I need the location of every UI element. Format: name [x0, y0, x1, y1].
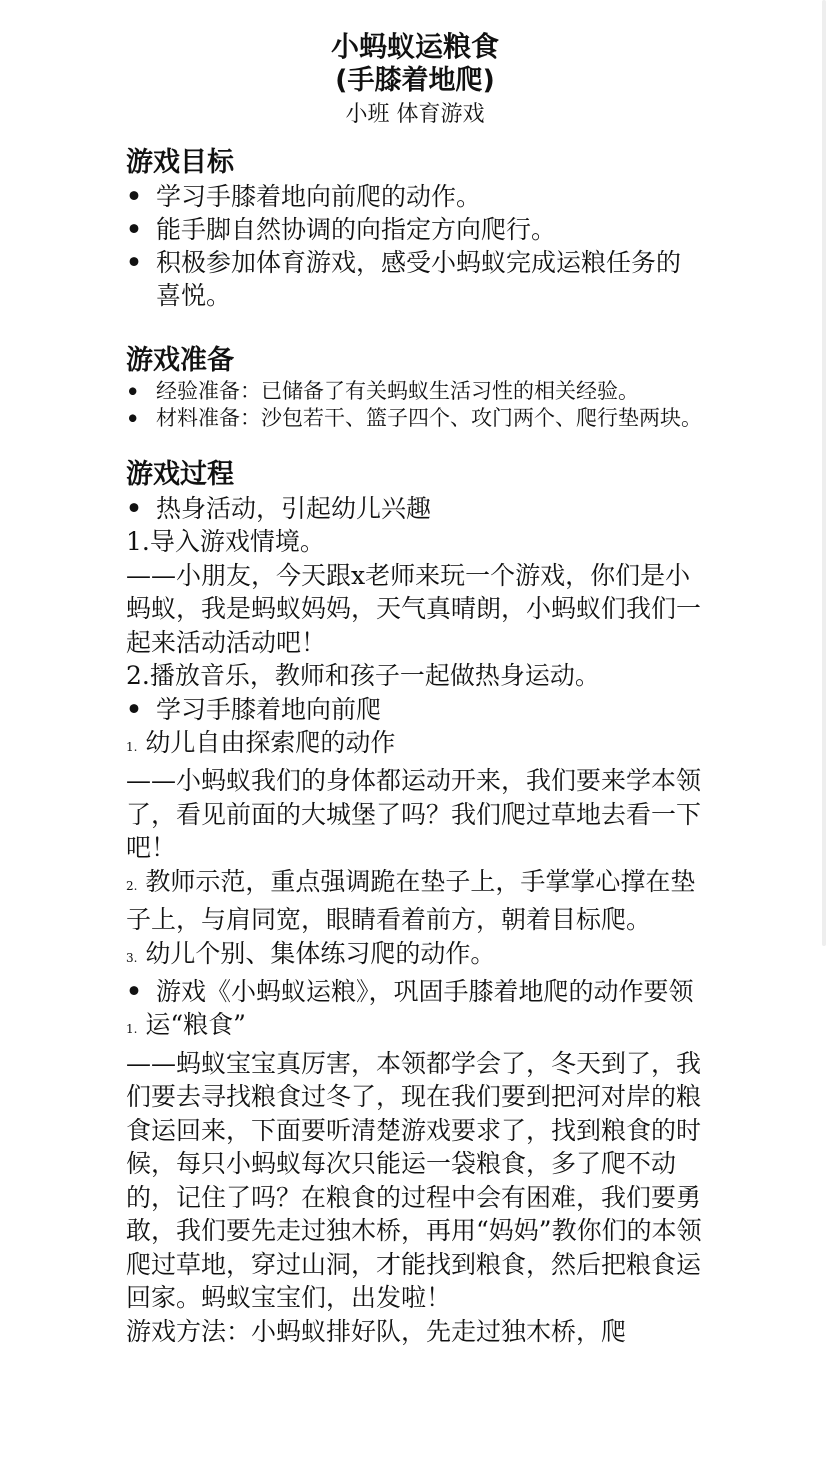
- process-step: 2.播放音乐，教师和孩子一起做热身运动。: [126, 661, 600, 690]
- step-text: 教师示范，重点强调跪在垫子上，手掌掌心撑在垫子上，与肩同宽，眼睛看着前方，朝着目标爬。: [126, 866, 696, 934]
- document-page: [126, 30, 704, 1348]
- page-title: 小蚂蚁运粮食: [330, 30, 499, 63]
- process-list-1: [126, 492, 704, 525]
- prep-item: • 经验准备：已储备了有关蚂蚁生活习性的相关经验。: [126, 378, 704, 405]
- goals-list: [126, 180, 704, 312]
- prep-section: [126, 344, 704, 432]
- process-dialogue: ——小蚂蚁我们的身体都运动开来，我们要来学本领了，看见前面的大城堡了吗？我们爬过草地去看一下吧！: [126, 766, 702, 862]
- process-step: 1.导入游戏情境。: [126, 527, 325, 556]
- process-bullet: • 学习手膝着地向前爬: [126, 693, 704, 726]
- step-number: 1.: [126, 1022, 138, 1036]
- process-list-2: [126, 693, 704, 726]
- process-bullet: • 游戏《小蚂蚁运粮》，巩固手膝着地爬的动作要领: [126, 975, 704, 1008]
- page-subtitle: (手膝着地爬): [335, 65, 495, 96]
- step-number: 2.: [126, 878, 138, 893]
- title-block: [126, 30, 704, 132]
- goals-section: [126, 146, 704, 312]
- process-step: [126, 1008, 704, 1047]
- step-number: 1.: [126, 739, 138, 754]
- process-dialogue: ——小朋友，今天跟x老师来玩一个游戏，你们是小蚂蚁，我是蚂蚁妈妈，天气真晴朗，小蚂蚁们我们一起来活动活动吧！: [126, 560, 702, 657]
- goal-item: • 学习手膝着地向前爬的动作。: [126, 180, 704, 213]
- game-method: 游戏方法：小蚂蚁排好队，先走过独木桥，爬: [126, 1316, 627, 1346]
- prep-heading: 游戏准备: [126, 345, 234, 376]
- prep-item: • 材料准备：沙包若干、篮子四个、攻门两个、爬行垫两块。: [126, 405, 704, 432]
- goal-item: • 积极参加体育游戏，感受小蚂蚁完成运粮任务的喜悦。: [126, 246, 704, 312]
- step-text: 幼儿自由探索爬的动作: [145, 727, 396, 757]
- page-category: 小班 体育游戏: [345, 102, 485, 127]
- step-text: 幼儿个别、集体练习爬的动作。: [145, 938, 496, 968]
- process-heading: 游戏过程: [126, 459, 234, 490]
- process-dialogue: ——蚂蚁宝宝真厉害，本领都学会了，冬天到了，我们要去寻找粮食过冬了，现在我们要到把河对岸的粮食运回来，下面要听清楚游戏要求了，找到粮食的时候，每只小蚂蚁每次只能运一袋粮食，多了爬不动的，记住了吗？在粮食的过程中会有困难，我们要勇敢，我们要先走过独木桥，再用“妈妈”教你们的本领爬过草地，穿过山洞，才能找到粮食，然后把粮食运回家。蚂蚁宝宝们，出发啦！: [126, 1048, 702, 1312]
- goal-item: • 能手脚自然协调的向指定方向爬行。: [126, 213, 704, 246]
- scrollbar-thumb[interactable]: [822, 0, 826, 946]
- goals-heading: 游戏目标: [126, 147, 234, 178]
- prep-list: [126, 378, 704, 432]
- process-list-3: [126, 975, 704, 1008]
- step-text: 运“粮食”: [145, 1010, 246, 1039]
- process-section: [126, 458, 704, 1348]
- process-bullet: • 热身活动，引起幼儿兴趣: [126, 492, 704, 525]
- process-step: [126, 937, 704, 976]
- process-step: [126, 726, 704, 765]
- step-number: 3.: [126, 950, 138, 965]
- scrollbar-track[interactable]: [820, 0, 828, 1472]
- process-step: [126, 865, 704, 937]
